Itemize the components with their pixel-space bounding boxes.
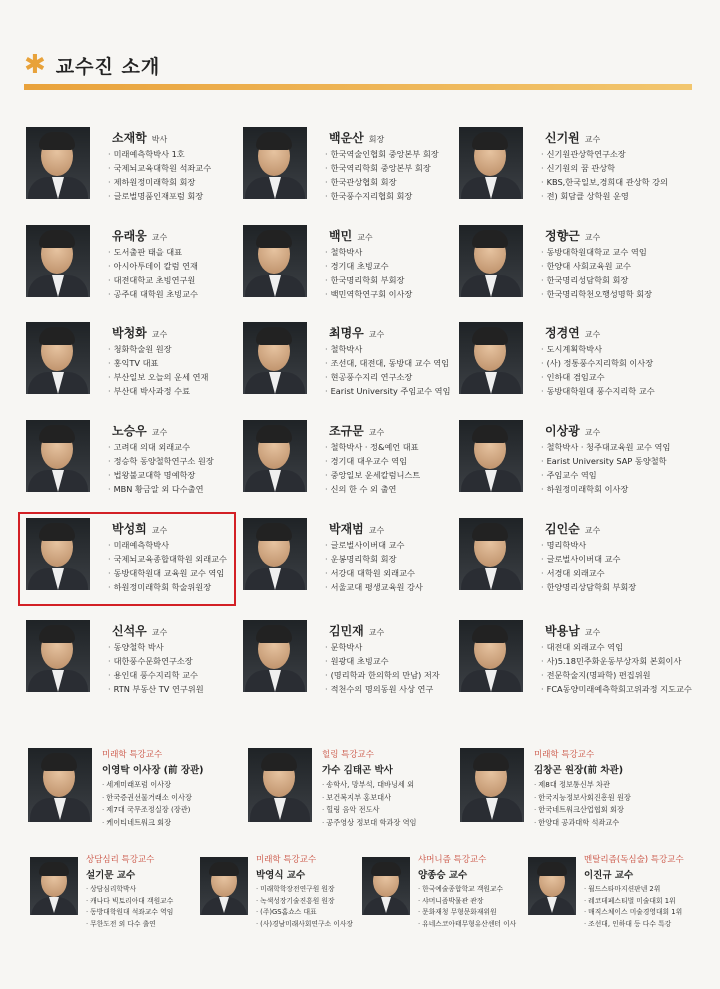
portrait-photo <box>200 857 248 915</box>
portrait-photo <box>459 225 523 297</box>
lecturer-credentials <box>86 884 173 930</box>
faculty-name: 유래웅 교수 <box>112 229 168 243</box>
faculty-role: 교수 <box>357 233 373 242</box>
title-underline <box>24 84 692 90</box>
credential-item: · 현공풍수지리 연구소장 <box>325 370 450 384</box>
asterisk-icon: ✱ <box>24 50 46 80</box>
faculty-role: 교수 <box>151 628 168 637</box>
credential-item: · MBN 황금알 외 다수출연 <box>108 482 214 496</box>
faculty-card <box>459 225 669 315</box>
portrait-photo <box>460 748 524 822</box>
faculty-role: 교수 <box>368 428 385 437</box>
credential-item: · 명리학박사 <box>541 538 636 552</box>
credential-item: · 미래예측학박사 <box>108 538 227 552</box>
credential-item: · 글로벌사이버대 교수 <box>541 552 636 566</box>
portrait-photo <box>26 620 90 692</box>
faculty-credentials <box>108 342 208 398</box>
portrait-photo <box>26 420 90 492</box>
portrait-photo <box>30 857 78 915</box>
faculty-name: 박재범 교수 <box>329 522 385 536</box>
credential-item: · 한양대 사회교육원 교수 <box>541 259 652 273</box>
faculty-card <box>26 225 236 315</box>
lecturer-credentials <box>256 884 353 930</box>
credential-item: · 경기대 대우교수 역임 <box>325 454 420 468</box>
faculty-name: 김민재 교수 <box>329 624 385 638</box>
faculty-credentials <box>325 342 450 398</box>
credential-item: · 아시아투데이 칼럼 연재 <box>108 259 198 273</box>
lecturer-credentials <box>584 884 682 930</box>
credential-item: · 청화학술원 원장 <box>108 342 208 356</box>
credential-item: · (주)GS홈쇼스 대표 <box>256 907 353 919</box>
credential-item: · 조선대, 대전대, 동방대 교수 역임 <box>325 356 450 370</box>
lecturer-credentials <box>322 779 416 829</box>
credential-item: · 철학박사 · 청주대교육원 교수 역임 <box>541 440 670 454</box>
portrait-photo <box>243 322 307 394</box>
faculty-credentials <box>108 147 211 203</box>
faculty-role: 교수 <box>151 526 168 535</box>
faculty-name: 김인순 교수 <box>545 522 601 536</box>
faculty-credentials <box>325 440 420 496</box>
lecturer-name: 김창곤 원장(前 차관) <box>534 765 624 776</box>
credential-item: · 문화재청 무형문화재위원 <box>418 907 516 919</box>
faculty-name: 조규문 교수 <box>329 424 385 438</box>
faculty-name: 소재학 박사 <box>112 131 168 145</box>
credential-item: · 동방대학원대 풍수지리학 교수 <box>541 384 655 398</box>
credential-item: · 한국역리학회 중앙본부 회장 <box>325 161 439 175</box>
credential-item: · 신기원의 꿈 관상학 <box>541 161 668 175</box>
credential-item: · 하원정미래학회 이사장 <box>541 482 670 496</box>
faculty-card <box>26 518 236 608</box>
credential-item: · 인하대 겸임교수 <box>541 370 655 384</box>
faculty-card <box>26 420 236 510</box>
credential-item: · 보건복지부 홍보대사 <box>322 792 416 805</box>
faculty-name: 박청화 교수 <box>112 326 168 340</box>
faculty-role: 교수 <box>368 526 385 535</box>
credential-item: · 글로벌명품인재포럼 회장 <box>108 189 211 203</box>
lecturer-label: 멘탈리즘(독심술) 특강교수 <box>584 855 684 865</box>
faculty-credentials <box>108 245 198 301</box>
credential-item: · 서경대 외래교수 <box>541 566 636 580</box>
credential-item: · 유네스코아태무형유산센터 이사 <box>418 919 516 931</box>
lecturer-name: 이영탁 이사장 (前 장관) <box>102 765 204 776</box>
credential-item: · 서울교대 평생교육원 강사 <box>325 580 423 594</box>
credential-item: · 전) 회담클 상학원 운영 <box>541 189 668 203</box>
credential-item: · 용인대 풍수지리학 교수 <box>108 668 204 682</box>
lecturer-credentials <box>534 779 631 829</box>
credential-item: · 공주영상 정보대 학과장 역임 <box>322 817 416 830</box>
faculty-card <box>26 127 236 217</box>
credential-item: · 케이티네트워크 회장 <box>102 817 192 830</box>
faculty-name: 정경연 교수 <box>545 326 601 340</box>
credential-item: · 부산일보 오늘의 운세 연재 <box>108 370 208 384</box>
credential-item: · 경기대 초빙교수 <box>325 259 412 273</box>
faculty-name: 백운산 회장 <box>329 131 385 145</box>
credential-item: · 철학박사 <box>325 245 412 259</box>
credential-item: · 한국지능정보사회진흥원 원장 <box>534 792 631 805</box>
credential-item: · 주임교수 역임 <box>541 468 670 482</box>
credential-item: · 미래예측학박사 1호 <box>108 147 211 161</box>
faculty-name: 이상광 교수 <box>545 424 601 438</box>
lecturer-label: 샤머니즘 특강교수 <box>418 855 487 865</box>
faculty-role: 교수 <box>151 233 168 242</box>
credential-item: · 캐나다 빅토리아대 객원교수 <box>86 896 173 908</box>
credential-item: · 중앙일보 운세칼럼니스트 <box>325 468 420 482</box>
faculty-card <box>459 322 669 412</box>
faculty-name: 신기원 교수 <box>545 131 601 145</box>
credential-item: · Earist University 주임교수 역임 <box>325 384 450 398</box>
faculty-role: 회장 <box>368 135 385 144</box>
portrait-photo <box>459 518 523 590</box>
lecturer-name: 이진규 교수 <box>584 870 634 881</box>
page-title: 교수진 소개 <box>55 55 161 78</box>
faculty-role: 교수 <box>584 135 601 144</box>
credential-item: · 적천수의 명의동원 사상 연구 <box>325 682 440 696</box>
credential-item: · 한양대 공과대학 석좌교수 <box>534 817 631 830</box>
credential-item: · 정승학 동양철학연구소 원장 <box>108 454 214 468</box>
portrait-photo <box>243 127 307 199</box>
credential-item: · 신기원관상학연구소장 <box>541 147 668 161</box>
credential-item: · 철학박사 <box>325 342 450 356</box>
credential-item: · 한국역술인협회 중앙본부 회장 <box>325 147 439 161</box>
credential-item: · 글로벌사이버대 교수 <box>325 538 423 552</box>
faculty-credentials <box>108 440 214 496</box>
credential-item: · 원광대 초빙교수 <box>325 654 440 668</box>
faculty-credentials <box>325 538 423 594</box>
credential-item: · 대전대학교 초빙연구원 <box>108 273 198 287</box>
credential-item: · 녹색성장기술진흥원 원장 <box>256 896 353 908</box>
credential-item: · 도시계획학박사 <box>541 342 655 356</box>
faculty-credentials <box>541 147 668 203</box>
faculty-role: 교수 <box>151 428 168 437</box>
portrait-photo <box>26 127 90 199</box>
credential-item: · 한국네트워크산업협회 회장 <box>534 804 631 817</box>
faculty-credentials <box>108 640 204 696</box>
credential-item: · 도서출판 태을 대표 <box>108 245 198 259</box>
lecturer-name: 가수 김태곤 박사 <box>322 765 393 776</box>
faculty-name: 박성희 교수 <box>112 522 168 536</box>
credential-item: · 레코데페스티벌 미술대회 1위 <box>584 896 682 908</box>
credential-item: · 대한풍수문화연구소장 <box>108 654 204 668</box>
portrait-photo <box>362 857 410 915</box>
credential-item: · Earist University SAP 동양철학 <box>541 454 670 468</box>
faculty-card <box>243 420 453 510</box>
faculty-role: 교수 <box>584 526 601 535</box>
credential-item: · 고려대 의대 외래교수 <box>108 440 214 454</box>
portrait-photo <box>528 857 576 915</box>
lecturer-label: 미래학 특강교수 <box>256 855 317 865</box>
page-header <box>24 48 160 82</box>
faculty-name: 백민 교수 <box>329 229 373 243</box>
faculty-credentials <box>541 342 655 398</box>
credential-item: · 한양명리상담학회 부회장 <box>541 580 636 594</box>
lecturer-name: 박영식 교수 <box>256 870 306 881</box>
credential-item: · 매직스체이스 미술경영대회 1위 <box>584 907 682 919</box>
credential-item: · 한국증권선물거래소 이사장 <box>102 792 192 805</box>
credential-item: · 미래학학장전연구원 원장 <box>256 884 353 896</box>
portrait-photo <box>243 420 307 492</box>
credential-item: · 상담심리학박사 <box>86 884 173 896</box>
credential-item: · 문학박사 <box>325 640 440 654</box>
credential-item: · 송학사, 망부석, 대바닝세 외 <box>322 779 416 792</box>
credential-item: · FCA동양미래예측학회고위과정 지도교수 <box>541 682 692 696</box>
faculty-credentials <box>325 147 439 203</box>
portrait-photo <box>459 420 523 492</box>
credential-item: · 하원정미래학회 학술위원장 <box>108 580 227 594</box>
faculty-name: 박용남 교수 <box>545 624 601 638</box>
faculty-role: 교수 <box>584 428 601 437</box>
credential-item: · 힐링 음악 전도사 <box>322 804 416 817</box>
credential-item: · 한국예술종합학교 객원교수 <box>418 884 516 896</box>
faculty-credentials <box>541 440 670 496</box>
portrait-photo <box>459 322 523 394</box>
portrait-photo <box>243 225 307 297</box>
lecturer-name: 양종승 교수 <box>418 870 468 881</box>
credential-item: · 전문학술지(명파학) 편집위원 <box>541 668 692 682</box>
faculty-credentials <box>108 538 227 594</box>
faculty-role: 교수 <box>584 233 601 242</box>
credential-item: · 공주대 대학원 초빙교수 <box>108 287 198 301</box>
faculty-credentials <box>541 640 692 696</box>
faculty-role: 교수 <box>584 628 601 637</box>
lecturer-label: 힐링 특강교수 <box>322 750 374 760</box>
credential-item: · (사) 정통풍수지리학회 이사장 <box>541 356 655 370</box>
faculty-role: 교수 <box>368 330 385 339</box>
portrait-photo <box>26 518 90 590</box>
credential-item: · 한국명리성담학회 회장 <box>541 273 652 287</box>
credential-item: · RTN 부동산 TV 연구위원 <box>108 682 204 696</box>
portrait-photo <box>28 748 92 822</box>
credential-item: · 백민역학연구회 이사장 <box>325 287 412 301</box>
faculty-credentials <box>325 245 412 301</box>
portrait-photo <box>243 620 307 692</box>
credential-item: · 국제뇌교육대학원 석좌교수 <box>108 161 211 175</box>
faculty-name: 노승우 교수 <box>112 424 168 438</box>
credential-item: · (명리학과 한의학의 만남) 저자 <box>325 668 440 682</box>
faculty-card <box>26 620 236 710</box>
portrait-photo <box>26 225 90 297</box>
credential-item: · 샤머니즘박물관 관장 <box>418 896 516 908</box>
credential-item: · 한국관상협회 회장 <box>325 175 439 189</box>
portrait-photo <box>248 748 312 822</box>
faculty-card <box>459 620 692 710</box>
credential-item: · 동방대학원대 교육원 교수 역임 <box>108 566 227 580</box>
credential-item: · 무한도전 외 다수 출연 <box>86 919 173 931</box>
credential-item: · 월드스타마지션판넨 2위 <box>584 884 682 896</box>
lecturer-label: 미래학 특강교수 <box>102 750 163 760</box>
faculty-card <box>243 620 453 710</box>
credential-item: · 한국풍수지리협회 회장 <box>325 189 439 203</box>
faculty-card <box>243 225 453 315</box>
credential-item: · 동방대학원대 석좌교수 역임 <box>86 907 173 919</box>
faculty-card <box>243 518 453 608</box>
credential-item: · 한국명리학회 부회장 <box>325 273 412 287</box>
faculty-card <box>459 518 669 608</box>
portrait-photo <box>459 127 523 199</box>
credential-item: · 서강대 대학원 외래교수 <box>325 566 423 580</box>
credential-item: · 세계미래포럼 이사장 <box>102 779 192 792</box>
lecturer-credentials <box>102 779 192 829</box>
credential-item: · 제7대 국무조정실장 (장관) <box>102 804 192 817</box>
credential-item: · 한국명리학천오행성명학 회장 <box>541 287 652 301</box>
faculty-credentials <box>541 538 636 594</box>
faculty-name: 신석우 교수 <box>112 624 168 638</box>
credential-item: · 철학박사 · 정&예언 대표 <box>325 440 420 454</box>
faculty-role: 교수 <box>584 330 601 339</box>
portrait-photo <box>26 322 90 394</box>
lecturer-label: 상담심리 특강교수 <box>86 855 155 865</box>
credential-item: · 동양철학 박사 <box>108 640 204 654</box>
credential-item: · 조선대, 인하대 등 다수 특강 <box>584 919 682 931</box>
faculty-credentials <box>325 640 440 696</box>
faculty-card <box>459 420 669 510</box>
faculty-name: 최명우 교수 <box>329 326 385 340</box>
credential-item: · 부산대 박사과정 수료 <box>108 384 208 398</box>
credential-item: · KBS,한국일보,경희대 관상학 강의 <box>541 175 668 189</box>
faculty-card <box>243 127 453 217</box>
faculty-card <box>459 127 669 217</box>
credential-item: · 법왕불교대학 명예학장 <box>108 468 214 482</box>
lecturer-name: 설기문 교수 <box>86 870 136 881</box>
credential-item: · (사)경남미래사회연구소 이사장 <box>256 919 353 931</box>
credential-item: · 운봉명리학회 회장 <box>325 552 423 566</box>
lecturer-label: 미래학 특강교수 <box>534 750 595 760</box>
credential-item: · 제8대 정보통신부 차관 <box>534 779 631 792</box>
faculty-role: 교수 <box>368 628 385 637</box>
portrait-photo <box>459 620 523 692</box>
faculty-card <box>243 322 453 412</box>
lecturer-credentials <box>418 884 516 930</box>
credential-item: · 사)5.18민주화운동부상자회 본회이사 <box>541 654 692 668</box>
faculty-role: 박사 <box>151 135 168 144</box>
faculty-role: 교수 <box>151 330 168 339</box>
faculty-name: 정향근 교수 <box>545 229 601 243</box>
portrait-photo <box>243 518 307 590</box>
credential-item: · 대전대 외래교수 역임 <box>541 640 692 654</box>
faculty-card <box>26 322 236 412</box>
faculty-credentials <box>541 245 652 301</box>
credential-item: · 신의 한 수 외 출연 <box>325 482 420 496</box>
credential-item: · 제하원정미래학회 회장 <box>108 175 211 189</box>
credential-item: · 동방대학원대학교 교수 역임 <box>541 245 652 259</box>
credential-item: · 홍익TV 대표 <box>108 356 208 370</box>
credential-item: · 국제뇌교육종합대학원 외래교수 <box>108 552 227 566</box>
